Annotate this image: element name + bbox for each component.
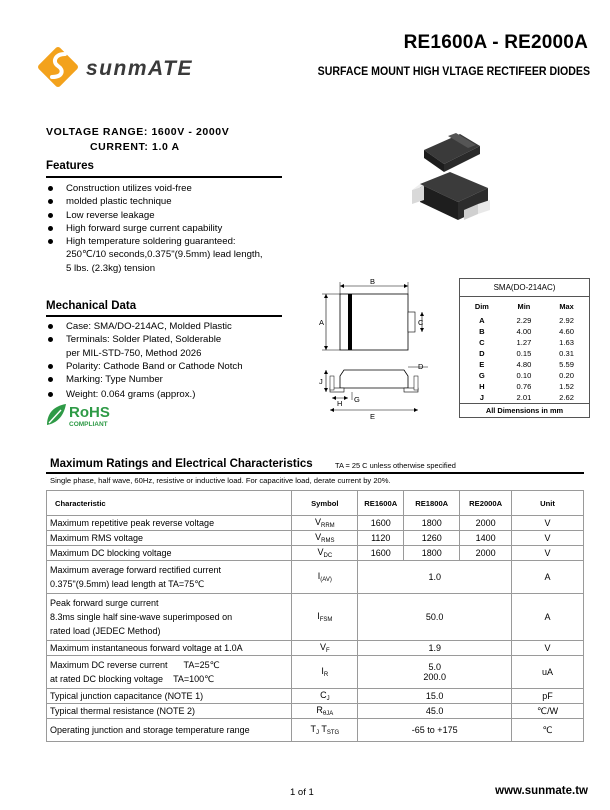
features-list: [48, 182, 263, 275]
feature-item: Low reverse leakage: [48, 209, 263, 222]
rohs-compliant-text: COMPLIANT: [69, 421, 108, 428]
ratings-header-row: [47, 491, 584, 516]
svg-text:sunmATE: sunmATE: [86, 57, 193, 80]
table-row: Typical junction capacitance (NOTE 1) $C_J$ 15.0 pF: [47, 689, 584, 704]
dim-label-h: H: [337, 399, 343, 408]
dim-label-g: G: [354, 395, 360, 404]
current-value: 1.0 A: [152, 141, 180, 153]
product-photo: [404, 124, 514, 234]
voltage-value: 1600V - 2000V: [151, 126, 230, 138]
features-title: Features: [46, 160, 94, 172]
ratings-header: RE1600A: [358, 491, 404, 516]
ratings-header: RE1800A: [404, 491, 460, 516]
feature-item: High temperature soldering guaranteed:: [48, 235, 263, 248]
mechanical-title: Mechanical Data: [46, 300, 137, 312]
dim-label-e: E: [370, 412, 376, 421]
ratings-table: [46, 490, 584, 742]
voltage-range: [46, 126, 229, 138]
ratings-header: Unit: [512, 491, 584, 516]
voltage-label: VOLTAGE RANGE:: [46, 126, 148, 138]
page-subtitle: SURFACE MOUNT HIGH VLTAGE RECTIFEER DIODES: [317, 66, 590, 78]
ratings-header: RE2000A: [460, 491, 512, 516]
dimensions-table: [459, 278, 590, 418]
dims-row: D 0.15 0.31: [479, 349, 574, 358]
current-label: CURRENT:: [90, 141, 149, 153]
dims-footer: All Dimensions in mm: [460, 403, 589, 417]
ratings-header: Symbol: [292, 491, 358, 516]
dims-row: C 1.27 1.63: [479, 338, 574, 347]
package-drawing: [312, 276, 442, 424]
table-row: Typical thermal resistance (NOTE 2) $R_{\theta JA}$ 45.0 ℃/W: [47, 704, 584, 719]
dims-row: A 2.29 2.92: [479, 316, 574, 325]
features-divider: [46, 176, 282, 178]
mechanical-item: Case: SMA/DO-214AC, Molded Plastic: [48, 320, 243, 333]
ratings-header: Characteristic: [47, 491, 292, 516]
dim-label-j: J: [319, 377, 323, 386]
feature-continuation: 250℃/10 seconds,0.375"(9.5mm) lead length,: [66, 249, 263, 261]
dims-row: E 4.80 5.59: [479, 360, 574, 369]
feature-continuation: 5 lbs. (2.3kg) tension: [66, 262, 156, 274]
mechanical-continuation: per MIL-STD-750, Method 2026: [66, 347, 202, 359]
rohs-text: RoHS: [69, 404, 110, 421]
mechanical-item: Terminals: Solder Plated, Solderable: [48, 333, 243, 346]
ratings-title: Maximum Ratings and Electrical Characteristics: [50, 458, 313, 470]
dims-title: SMA(DO-214AC): [460, 279, 589, 297]
ratings-condition: TA = 25 C unless otherwise specified: [335, 461, 456, 470]
table-row: Maximum instantaneous forward voltage at 1.0A $V_F$ 1.9 V: [47, 641, 584, 656]
dim-label-a: A: [319, 318, 325, 327]
ratings-divider: [46, 472, 584, 474]
dim-label-b: B: [370, 277, 376, 286]
mechanical-list: [48, 320, 243, 402]
dims-row: H 0.76 1.52: [479, 382, 574, 391]
feature-item: High forward surge current capability: [48, 222, 263, 235]
current-rating: [90, 141, 180, 153]
feature-item: Construction utilizes void-free: [48, 182, 263, 195]
mechanical-item: Polarity: Cathode Band or Cathode Notch: [48, 360, 243, 373]
table-row: Maximum average forward rectified current 0.375"(9.5mm) lead length at TA=75℃ $I_{(AV)}$ 1.0 A: [47, 561, 584, 594]
table-row: Operating junction and storage temperature range $T_J$ $T_{STG}$ -65 to +175 ℃: [47, 719, 584, 742]
mechanical-divider: [46, 315, 282, 317]
mechanical-item: Marking: Type Number: [48, 373, 243, 386]
table-row: Maximum DC reverse current TA=25℃ at rated DC blocking voltage TA=100℃ $I_R$ 5.0 200.0 uA: [47, 656, 584, 689]
table-row: Maximum RMS voltage $V_{RMS}$ 1120 1260 1400 V: [47, 531, 584, 546]
dims-header-row: [460, 297, 589, 315]
dims-header: Max: [559, 301, 574, 311]
website-link[interactable]: www.sunmate.tw: [495, 785, 588, 797]
feature-item: molded plastic technique: [48, 195, 263, 208]
table-row: Maximum repetitive peak reverse voltage $V_{RRM}$ 1600 1800 2000 V: [47, 516, 584, 531]
dim-label-d: D: [418, 362, 424, 371]
dims-row: J 2.01 2.62: [479, 393, 574, 402]
ratings-subtitle: Single phase, half wave, 60Hz, resistive or inductive load. For capacitive load, derate current by 20%.: [50, 476, 391, 485]
dims-header: Min: [517, 301, 531, 311]
rohs-logo: [44, 401, 128, 429]
page-title: RE1600A - RE2000A: [403, 32, 588, 53]
table-row: Maximum DC blocking voltage $V_{DC}$ 1600 1800 2000 V: [47, 546, 584, 561]
sunmate-logo: [38, 44, 228, 90]
dims-header: Dim: [474, 301, 489, 311]
table-row: Peak forward surge current 8.3ms single half sine-wave superimposed on rated load (JEDEC Method) $I_{FSM}$ 50.0 A: [47, 594, 584, 641]
dim-label-c: C: [418, 318, 424, 327]
mechanical-item: Weight: 0.064 grams (approx.): [48, 388, 243, 401]
page-number: 1 of 1: [290, 787, 314, 798]
dims-row: G 0.10 0.20: [478, 371, 574, 380]
dims-row: B 4.00 4.60: [479, 327, 574, 336]
